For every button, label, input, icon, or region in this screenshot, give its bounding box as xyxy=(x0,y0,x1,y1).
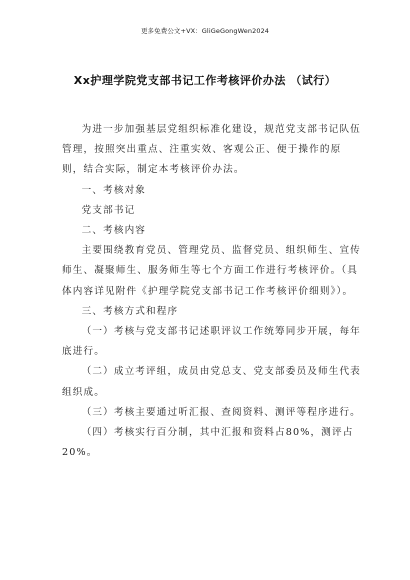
section-heading-procedure: 三、考核方式和程序 xyxy=(81,305,179,317)
section-heading-content: 二、考核内容 xyxy=(81,225,147,237)
section-heading-targets: 一、考核对象 xyxy=(81,184,147,196)
procedure-item-4: （四）考核实行百分制，其中汇报和资料占80%，测评占20%。 xyxy=(62,427,354,459)
procedure-item-2: （二）成立考评组，成员由党总支、党支部委员及师生代表组织成。 xyxy=(62,366,361,398)
intro-paragraph: 为进一步加强基层党组织标准化建设，规范党支部书记队伍管理，按照突出重点、注重实效、客观公正、便于操作的原则，结合实际，制定本考核评价办法。 xyxy=(62,124,361,176)
document-title: Xx护理学院党支部书记工作考核评价办法 （试行） xyxy=(73,74,337,87)
paragraph-targets: 党支部书记 xyxy=(81,204,136,216)
document-body xyxy=(62,120,362,463)
paragraph-content: 主要围绕教育党员、管理党员、监督党员、组织师生、宣传师生、凝聚师生、服务师生等七个方面工作进行考核评价。（具体内容详见附件《护理学院党支部书记工作考核评价细则》）。 xyxy=(62,245,361,297)
header-note: 更多免费公文+VX：GliGeGongWen2024 xyxy=(140,27,270,35)
procedure-item-1: （一）考核与党支部书记述职评议工作统筹同步开展，每年底进行。 xyxy=(62,326,361,358)
procedure-item-3: （三）考核主要通过听汇报、查阅资料、测评等程序进行。 xyxy=(81,406,361,418)
